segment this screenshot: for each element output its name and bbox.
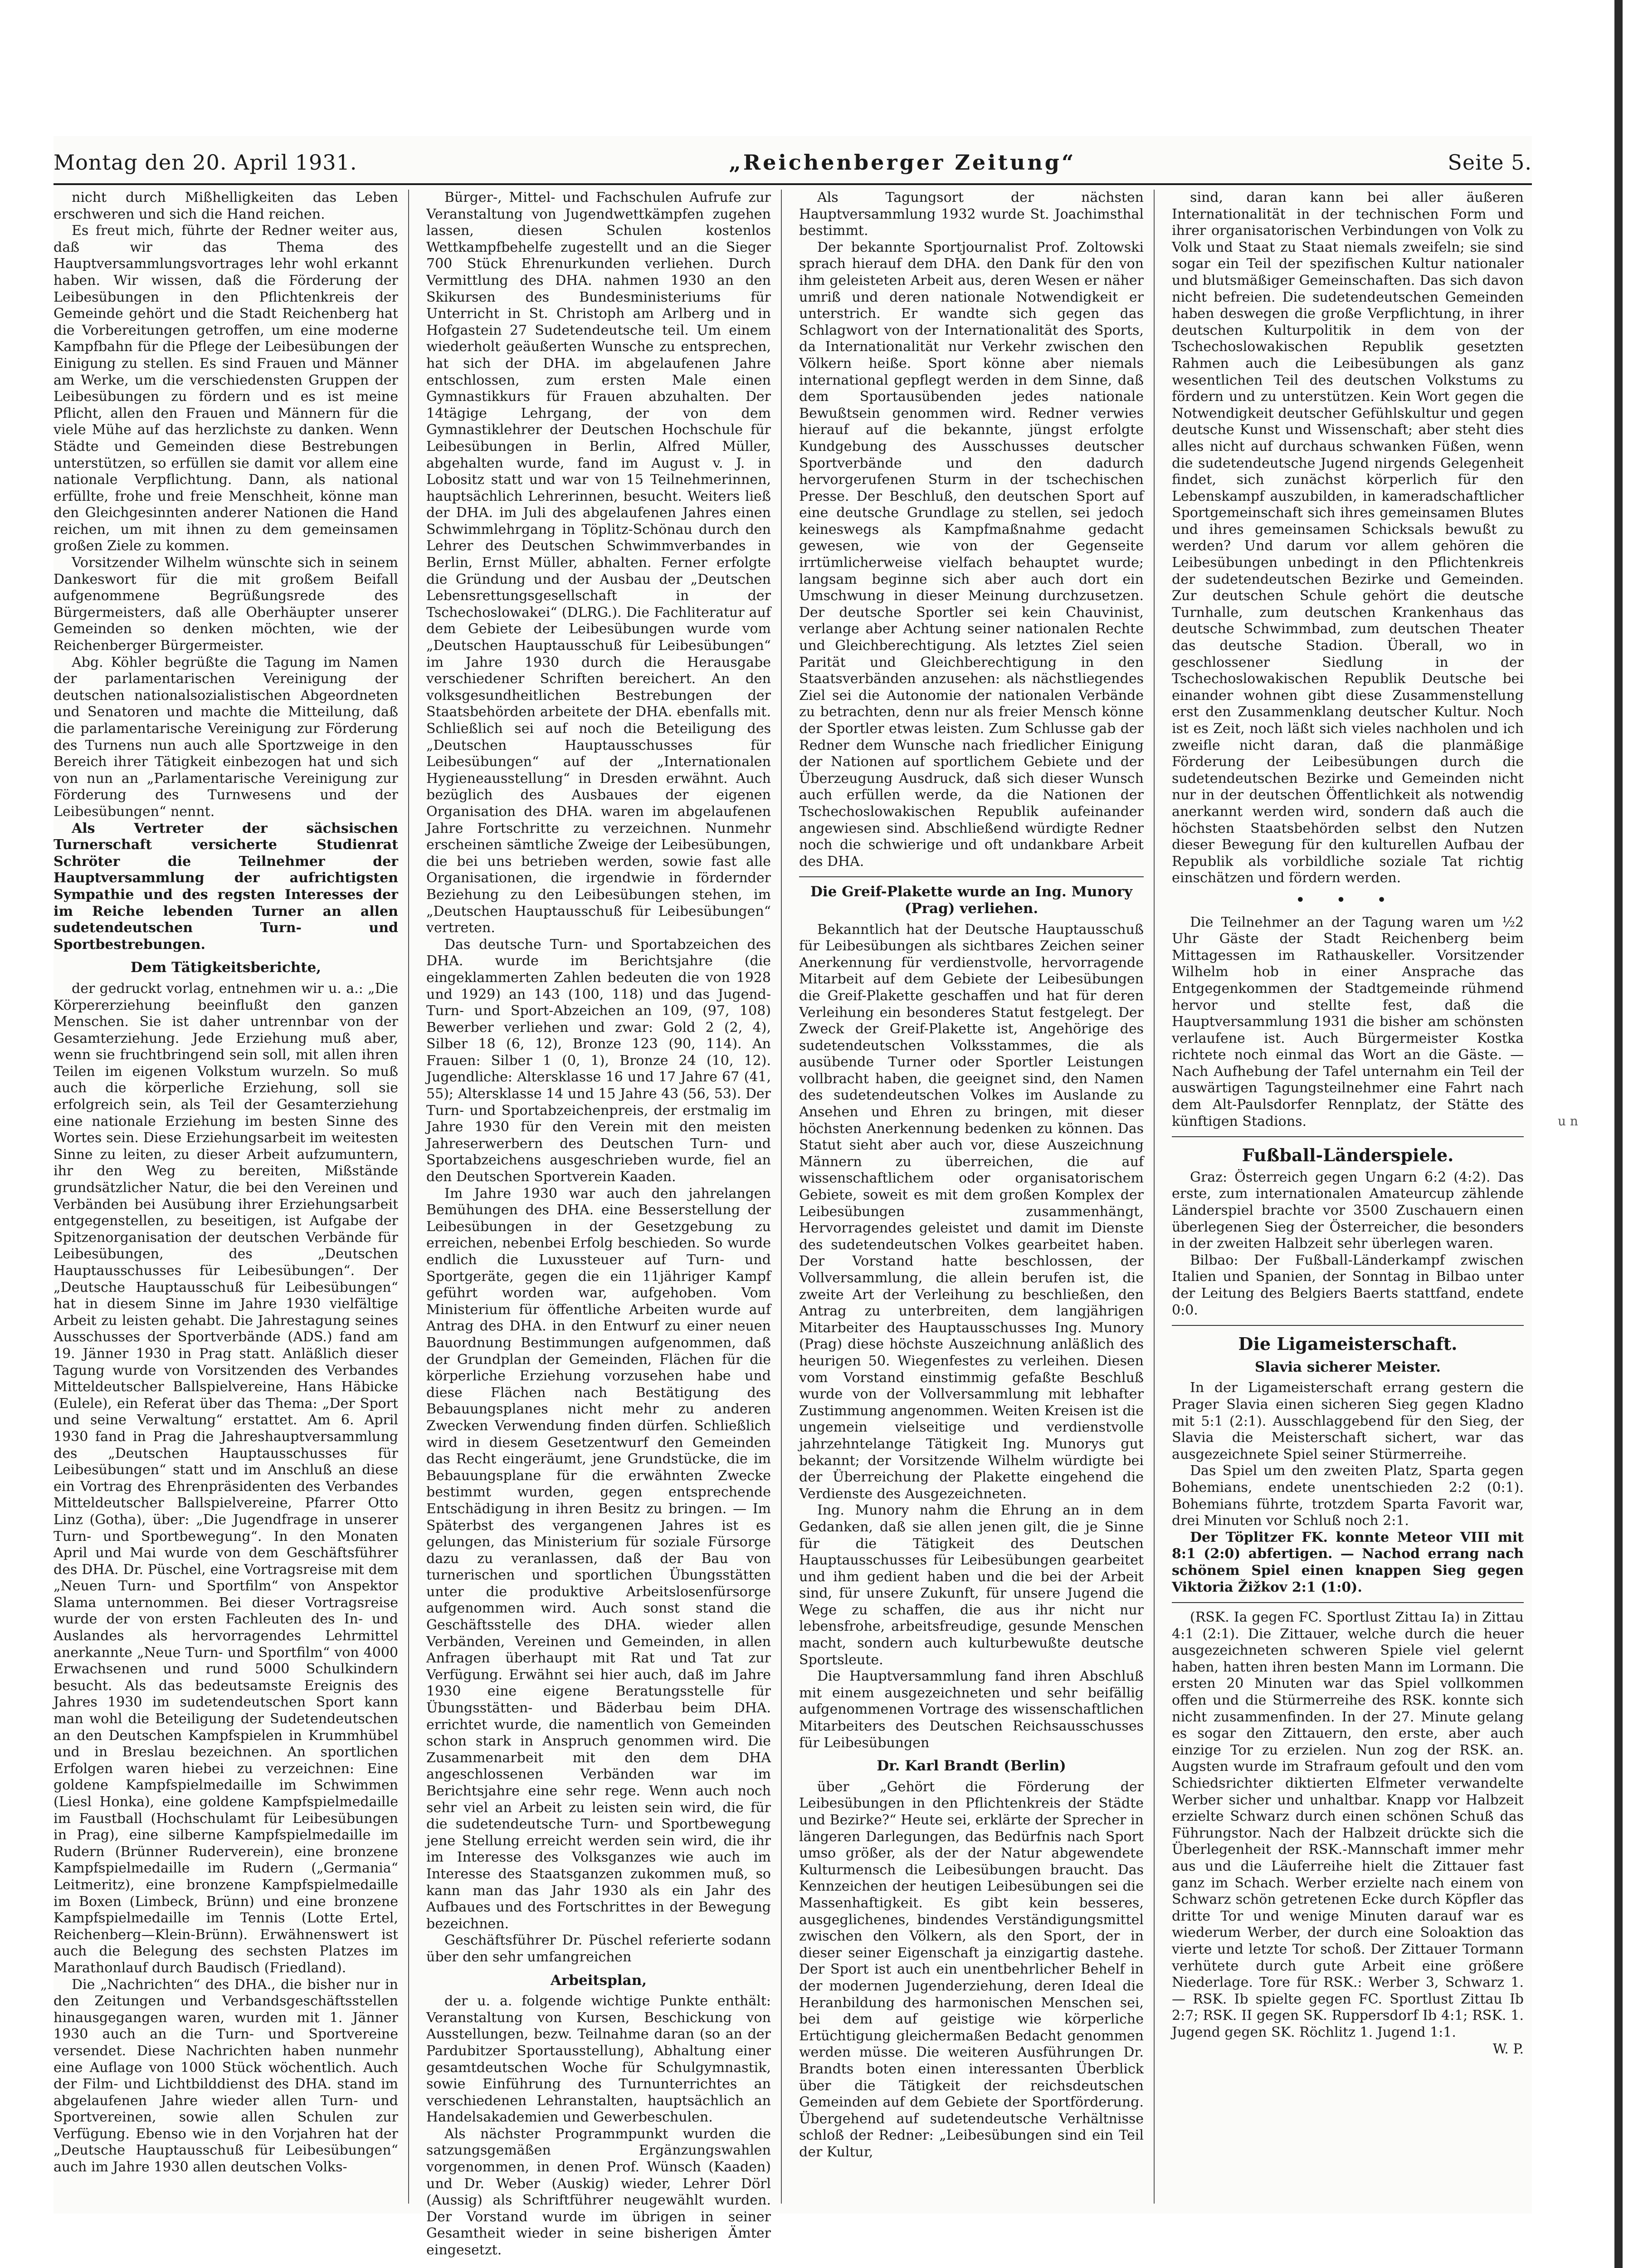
paragraph: (RSK. Ia gegen FC. Sportlust Zittau Ia) in Zittau 4:1 (2:1). Die Zittauer, welche durch die heuer ausgezeichneten schweren Spiele viel gelernt haben, hatten ihren besten Mann im Lormann. Die ersten 20 Minuten war das Spiel vollkommen offen und die Stürmerreihe des RSK. konnte sich nicht zusammenfinden. In der 27. Minute gelang es sogar den Zittauern, den erste, aber auch einzige Tor zu erzielen. Nun zog der RSK. an. Augsten wurde im Strafraum gefoult und den vom Schiedsrichter diktierten Elfmeter verwandelte Werber sicher und unhaltbar. Knapp vor Halbzeit erzielte Schwarz durch einen schönen Schuß das Führungstor. Nach der Halbzeit drückte sich die Überlegenheit der RSK.-Mannschaft immer mehr aus und die Läuferreihe hielt die Zittauer fast ganz im Schach. Werber erzielte nach einem von Schwarz schön getretenen Ecke durch Köpfler das dritte Tor und wenige Minuten darauf war es wiederum Werber, der durch eine Solоaktion das vierte und letzte Tor schoß. Der Zittauer Tormann verhütete durch gute Arbeit eine größere Niederlage. Tore für RSK.: Werber 3, Schwarz 1. — RSK. Ib spielte gegen FC. Sportlust Zittau Ib 2:7; RSK. II gegen SK. Ruppersdorf Ib 4:1; RSK. 1. Jugend gegen SK. Röchlitz 1. Jugend 1:1.: [1172, 1609, 1524, 2040]
paragraph: Das deutsche Turn- und Sportabzeichen des DHA. wurde im Berichtsjahre (die eingeklammerten Zahlen bedeuten die von 1928 und 1929) an 143 (100, 118) und das Jugend-Turn- und Sport-Abzeichen an 109, (97, 108) Bewerber verliehen und zwar: Gold 2 (2, 4), Silber 18 (6, 12), Bronze 123 (90, 114). An Frauen: Silber 1 (0, 1), Bronze 24 (10, 12). Jugendliche: Altersklasse 16 und 17 Jahre 67 (41, 55); Altersklasse 14 und 15 Jahre 43 (56, 53). Der Turn- und Sportabzeichenpreis, der erstmalig im Jahre 1930 für den Verein mit den meisten Jahreserwerbern des Deutschen Turn- und Sportabzeichens ausgeschrieben wurde, fiel an den Deutschen Sportverein Kaaden.: [426, 936, 771, 1185]
section-heading: Fußball-Länderspiele.: [1242, 1145, 1454, 1166]
section-heading: Dr. Karl Brandt (Berlin): [877, 1758, 1066, 1774]
paragraph: Im Jahre 1930 war auch den jahrelangen Bemühungen des DHA. eine Besserstellung der Leibesübungen in der Gesetzgebung zu erreichen, nebenbei Erfolg beschieden. So wurde endlich die Luxussteuer auf Turn- und Sportgeräte, gegen die ein 11jähriger Kampf geführt worden war, aufgehoben. Vom Ministerium für öffentliche Arbeiten wurde auf Antrag des DHA. in den Entwurf zu einer neuen Bauordnung Bestimmungen aufgenommen, daß der Grundplan der Gemeinden, Flächen für die körperliche Erziehung vorzusehen habe und diese Flächen nach Bestätigung des Bebauungsplanes nicht mehr zu anderen Zwecken Verwendung finden dürfen. Schließlich wird in diesem Gesetzentwurf den Gemeinden das Recht eingeräumt, jene Grundstücke, die im Bebauungsplane für die erwähnten Zwecke bestimmt wurden, gegen entsprechende Entschädigung in ihren Besitz zu bringen. — Im Späterbst des vergangenen Jahres ist es gelungen, das Ministerium für soziale Fürsorge dazu zu veranlassen, daß der Bau von turnerischen und sportlichen Übungsstätten unter die produktive Arbeitslosenfürsorge aufgenommen wird. Auch sonst stand die Geschäftsstelle des DHA. wieder allen Verbänden, Vereinen und Gemeinden, in allen Anfragen überhaupt mit Rat und Tat zur Verfügung. Erwähnt sei hier auch, daß im Jahre 1930 eine eigene Beratungsstelle für Übungsstätten- und Bäderbau beim DHA. errichtet wurde, die namentlich von Gemeinden schon stark in Anspruch genommen wird. Die Zusammenarbeit mit den dem DHA angeschlossenen Verbänden war im Berichtsjahre eine sehr rege. Wenn auch noch sehr viel an Arbeit zu leisten sein wird, die für die sudetendeutsche Turn- und Sportbewegung jene Stellung erreicht werden sein wird, die ihr im Interesse des Volksganzes wie auch im Interesse des Staatsganzen zukommen muß, so kann man das Jahr 1930 als ein Jahr des Aufbaues und des Fortschrittes in der Bewegung bezeichnen.: [426, 1185, 771, 1932]
paragraph: Geschäftsführer Dr. Püschel referierte sodann über den sehr umfangreichen: [426, 1932, 771, 1965]
paragraph: Der bekannte Sportjournalist Prof. Zoltowski sprach hierauf dem DHA. den Dank für den von ihm geleisteten Arbeit aus, deren Wesen er näher umriß und deren nationale Notwendigkeit er unterstrich. Er wandte sich gegen das Schlagwort von der Internationalität des Sports, da Internationalität nur Verkehr zwischen den Völkern heiße. Sport könne aber niemals international gepflegt werden in dem Sinne, daß dem Sportausübenden jedes nationale Bewußtsein genommen wird. Redner verwies hierauf auf die bekannte, jüngst erfolgte Kundgebung des Ausschusses deutscher Sportverbände und den dadurch hervorgerufenen Sturm in der tschechischen Presse. Der Beschluß, den deutschen Sport auf eine deutsche Grundlage zu stellen, sei jedoch keineswegs als Kampfmaßnahme gedacht gewesen, wie von der Gegenseite irrtümlicherweise vielfach behauptet wurde; langsam beginne sich aber auch dort ein Umschwung in dieser Meinung durchzusetzen. Der deutsche Sportler sei kein Chauvinist, verlange aber Achtung seiner nationalen Rechte und Gleichberechtigung. Als letztes Ziel seien Parität und Gleichberechtigung in den Staatsverbänden anzusehen: als nächstliegendes Ziel sei die Autonomie der nationalen Verbände zu betrachten, denn nur als freier Mensch könne der Sportler etwas leisten. Zum Schlusse gab der Redner dem Wunsche nach friedlicher Einigung der Nationen auf sportlichem Gebiete und der Überzeugung Ausdruck, daß sich dieser Wunsch auch erfüllen werde, da die Nationen der Tschechoslowakischen Republik aufeinander angewiesen sind. Abschließend würdigte Redner noch die schwierige und oft undankbare Arbeit des DHA.: [799, 239, 1144, 870]
paragraph: über „Gehört die Förderung der Leibesübungen in den Pflichtenkreis der Städte und Bezirke?“ Heute sei, erklärte der Sprecher in längeren Darlegungen, das Bedürfnis nach Sport umso größer, als der der Natur abgewendete Kulturmensch die Leibesübungen braucht. Das Kennzeichen der heutigen Leibesübungen sei die Massenhaftigkeit. Es gibt kein besseres, ausgeglichenes, bindendes Verständigungsmittel zwischen den Völkern, als den Sport, der in dieser seiner Eigenschaft ja einzigartig dastehe. Der Sport ist auch ein unentbehrlicher Behelf in der modernen Jugenderziehung, deren Ideal die Heranbildung des harmonischen Menschen sei, bei dem auf geistige wie körperliche Ertüchtigung gleichermaßen Bedacht genommen werden müsse. Die weiteren Ausführungen Dr. Brandts boten einen interessanten Überblick über die Tätigkeit der reichsdeutschen Gemeinden auf dem Gebiete der Sportförderung. Übergehend auf sudetendeutsche Verhältnisse schloß der Redner: „Leibesübungen sind ein Teil der Kultur,: [799, 1779, 1144, 2160]
section-heading: Die Greif-Plakette wurde an Ing. Munory (Prag) verliehen.: [810, 884, 1132, 917]
paragraph: Bekanntlich hat der Deutsche Hauptausschuß für Leibesübungen als sichtbares Zeichen seiner Anerkennung für verdienstvolle, hervorragende Mitarbeit auf dem Gebiete der Leibesübungen die Greif-Plakette geschaffen und hat für deren Verleihung ein besonderes Statut festgelegt. Der Zweck der Greif-Plakette ist, Angehörige des sudetendeutschen Volksstammes, die als ausübende Turner oder Sportler Leistungen vollbracht haben, die geeignet sind, den Namen des sudetendeutschen Volkes im Auslande zu Ansehen und Ehren zu bringen, mit dieser höchsten Anerkennung bedenken zu können. Das Statut sieht aber auch vor, diese Auszeichnung Männern zu überreichen, die auf wissenschaftlichem oder organisatorischem Gebiete, soweit es mit dem großen Komplex der Leibesübungen zusammenhängt, Hervorragendes geleistet und damit im Dienste des sudetendeutschen Volkes gearbeitet haben. Der Vorstand hatte beschlossen, der Vollversammlung, die allein berufen ist, die zweite Art der Verleihung zu beschließen, den Antrag zu unterbreiten, dem langjährigen Mitarbeiter des Hauptausschusses Ing. Munory (Prag) diese höchste Auszeichnung anläßlich des heurigen 50. Wiegenfestes zu verleihen. Diesen vom Vorstand einstimmig gefaßte Beschluß wurde von der Vollversammlung mit lebhafter Zustimmung angenommen. Weiten Kreisen ist die ungemein vielseitige und verdienstvolle jahrzehntelange Tätigkeit Ing. Munorys gut bekannt; der Vorsitzende Wilhelm würdigte bei der Überreichung der Plakette eingehend die Verdienste des Ausgezeichneten.: [799, 921, 1144, 1502]
sub-heading: Slavia sicherer Meister.: [1254, 1359, 1441, 1375]
paragraph: Abg. Köhler begrüßte die Tagung im Namen der parlamentarischen Vereinigung der deutschen nationalsozialistischen Abgeordneten und Senatoren und machte die Mitteilung, daß die parlamentarische Vereinigung zur Förderung des Turnens nun auch alle Sportzweige in den Bereich ihrer Tätigkeit einbezogen hat und sich von nun an „Parlamentarische Vereinigung zur Förderung des Turnwesens und der Leibesübungen“ nennt.: [54, 654, 398, 820]
paragraph: In der Ligameisterschaft errang gestern die Prager Slavia einen sicheren Sieg gegen Kladno mit 5:1 (2:1). Ausschlaggebend für den Sieg, der Slavia die Meisterschaft sichert, war das ausgezeichnete Spiel seiner Stürmerreihe.: [1172, 1380, 1524, 1462]
paragraph: Bilbao: Der Fußball-Länderkampf zwischen Italien und Spanien, der Sonntag in Bilbao unter der Leitung des Belgiers Baerts stattfand, endete 0:0.: [1172, 1252, 1524, 1318]
newspaper-title: „Reichenberger Zeitung“: [729, 150, 1076, 175]
page-header: [54, 144, 1532, 181]
column-3: [799, 190, 1144, 2213]
page-number: Seite 5.: [1448, 150, 1532, 175]
paragraph: Der Töplitzer FK. konnte Meteor VIII mit 8:1 (2:0) abfertigen. — Nachod errang nach schönem Spiel einen knappen Sieg gegen Viktoria Žižkov 2:1 (1:0).: [1172, 1529, 1524, 1595]
section-rule: [1172, 1325, 1524, 1326]
author-signature: W. P.: [1492, 2041, 1524, 2057]
paragraph: der u. a. folgende wichtige Punkte enthält: Veranstaltung von Kursen, Beschickung von Ausstellungen, bezw. Teilnahme daran (so an der Pardubitzer Sportausstellung), Abhaltung einer gesamtdeutschen Woche für Schulgymnastik, sowie Einführung des Turnunterrichtes an verschiedenen Lehranstalten, hauptsächlich an Handelsakademien und Gewerbeschulen.: [426, 1993, 771, 2126]
column-divider: [781, 190, 782, 2204]
paragraph: Es freut mich, führte der Redner weiter aus, daß wir das Thema des Hauptversammlungsvortrages lehr wohl erkannt haben. Wir wissen, daß die Förderung der Leibesübungen in den Pflichtenkreis der Gemeinde gehört und die Stadt Reichenberg hat die Vorbereitungen getroffen, um eine moderne Kampfbahn für die Pflege der Leibesübungen der Einigung zu stellen. Es sind Frauen und Männer am Werke, um die verschiedensten Gruppen der Leibesübungen zu fördern und es ist meine Pflicht, allen den Frauen und Männern für die viele Mühe auf das herzlichste zu danken. Wenn Städte und Gemeinden diese Bestrebungen unterstützen, so erfüllen sie damit vor allem eine nationale Verpflichtung. Dann, als national erfüllte, frohe und freie Menschheit, könne man den Gleichgesinnten anderer Nationen die Hand reichen, um mit ihnen zu dem gemeinsamen großen Ziele zu kommen.: [54, 223, 398, 554]
column-divider: [408, 190, 409, 2204]
section-heading: Die Ligameisterschaft.: [1238, 1334, 1458, 1354]
section-heading: Arbeitsplan,: [550, 1972, 647, 1989]
page-edge-border: [1614, 0, 1623, 2268]
column-divider: [1154, 190, 1155, 2204]
paragraph: Graz: Österreich gegen Ungarn 6:2 (4:2). Das erste, zum internationalen Amateurcup zählende Länderspiel brachte vor 3500 Zuschauern einen überlegenen Sieg der Österreicher, die besonders in der zweiten Halbzeit sehr überlegen waren.: [1172, 1169, 1524, 1252]
column-2: [426, 190, 771, 2258]
section-heading: Dem Tätigkeitsberichte,: [130, 959, 322, 976]
paragraph: der gedruckt vorlag, entnehmen wir u. a.: „Die Körpererziehung beeinflußt den ganzen Menschen. Sie ist daher untrennbar von der Gesamterziehung. Jede Erziehung muß aber, wenn sie fruchtbringend sein soll, mit allen ihren Teilen im eigenen Volkstum wurzeln. So muß auch die körperliche Erziehung, soll sie erfolgreich sein, als Teil der Gesamterziehung eine nationale Erziehung im besten Sinne des Wortes sein. Diese Erziehungsarbeit im weitesten Sinne zu leiten, zu dieser Arbeit aufzumuntern, ihr den Weg zu bereiten, Mißstände grundsätzlicher Natur, die bei den Vereinen und Verbänden bei Ausübung ihrer Erziehungsarbeit entgegenstellen, zu beseitigen, ist Aufgabe der Spitzenorganisation der deutschen Verbände für Leibesübungen, des „Deutschen Hauptausschusses für Leibesübungen“. Der „Deutsche Hauptausschuß für Leibesübungen“ hat in diesem Sinne im Jahre 1930 vielfältige Arbeit zu leisten gehabt. Die Jahrestagung seines Ausschusses der Sportverbände (ADS.) fand am 19. Jänner 1930 in Prag statt. Anläßlich dieser Tagung wurde von Vorsitzenden des Verbandes Mitteldeutscher Ballspielvereine, Hans Häbicke (Eulele), ein Referat über das Thema: „Der Sport und seine Verwaltung“ erstattet. Am 6. April 1930 fand in Prag die Jahreshauptversammlung des „Deutschen Hauptausschusses für Leibesübungen“ statt und im Anschluß an diese ein Vortrag des Ehrenpräsidenten des Verbandes Mitteldeutscher Ballspielvereine, Pfarrer Otto Linz (Gotha), über: „Die Jugendfrage in unserer Turn- und Sportbewegung“. In den Monaten April und Mai wurde von dem Geschäftsführer des DHA. Dr. Püschel, eine Vortragsreise mit dem „Neuen Turn- und Sportfilm“ von Anspektor Slama unternommen. Bei dieser Vortragsreise wurde der von ersten Fachleuten des In- und Auslandes als hervorragendes Lehrmittel anerkannte „Neue Turn- und Sportfilm“ von 4000 Erwachsenen und rund 5000 Schulkindern besucht. Als das bedeutsamste Ereignis des Jahres 1930 im sudetendeutschen Sport kann man wohl die Beteiligung der Sudetendeutschen an den Deutschen Kampfspielen in Krummhübel und in Breslau bezeichnen. An sportlichen Erfolgen waren hiebei zu verzeichnen: Eine goldene Kampfspielmedaille im Schwimmen (Liesl Honka), eine goldene Kampfspielmedaille im Faustball (Hochschulamt für Leibesübungen in Prag), eine silberne Kampfspielmedaille im Rudern (Brünner Ruderverein), eine bronzene Kampfspielmedaille im Rudern („Germania“ Leitmeritz), eine bronzene Kampfspielmedaille im Boxen (Limbeck, Brünn) und eine bronzene Kampfspielmedaille im Tennis (Lotte Ertel, Reichenberg—Klein-Brünn). Erwähnenswert ist auch die Belegung des sechsten Platzes im Marathonlauf durch Baudisch (Friedland).: [54, 980, 398, 1976]
header-date: Montag den 20. April 1931.: [54, 150, 357, 175]
paragraph: Das Spiel um den zweiten Platz, Sparta gegen Bohemians, endete unentschieden 2:2 (0:1). Bohemians führte, trotzdem Sparta Favorit war, drei Minuten vor Schluß noch 2:1.: [1172, 1463, 1524, 1529]
paragraph: Als nächster Programmpunkt wurden die satzungsgemäßen Ergänzungswahlen vorgenommen, in denen Prof. Wünsch (Kaaden) und Dr. Weber (Auskig) wieder, Lehrer Dörl (Aussig) als Schriftführer neugewählt wurden. Der Vorstand wurde im übrigen in seiner Gesamtheit wieder in seine bisherigen Ämter eingesetzt.: [426, 2126, 771, 2258]
separator-stars: • • •: [1296, 892, 1400, 908]
paragraph: Bürger-, Mittel- und Fachschulen Aufrufe zur Veranstaltung von Jugendwettkämpfen zugehen lassen, diesen Schulen kostenlos Wettkampfbehelfe zugestellt und an die Sieger 700 Stück Ehrenurkunden verliehen. Durch Vermittlung des DHA. nahmen 1930 an den Skikursen des Bundesministeriums für Unterricht in St. Christoph am Arlberg und in Hofgastein 27 Sudetendeutsche teil. Um einem wiederholt geäußerten Wunsche zu entsprechen, hat sich der DHA. im abgelaufenen Jahre entschlossen, zum ersten Male einen Gymnastikkurs für Frauen abzuhalten. Der 14tägige Lehrgang, der von dem Gymnastiklehrer der Deutschen Hochschule für Leibesübungen in Berlin, Alfred Müller, abgehalten wurde, fand im August v. J. in Lobositz statt und war von 15 Teilnehmerinnen, hauptsächlich Lehrerinnen, besucht. Weiters ließ der DHA. im Juli des abgelaufenen Jahres einen Schwimmlehrgang in Töplitz-Schönau durch den Lehrer des Deutschen Schwimmverbandes in Berlin, Ernst Müller, abhalten. Ferner erfolgte die Gründung und der Ausbau der „Deutschen Lebensrettungsgesellschaft in der Tschechoslowakei“ (DLRG.). Die Fachliteratur auf dem Gebiete der Leibesübungen wurde vom „Deutschen Hauptausschuß für Leibesübungen“ im Jahre 1930 durch die Herausgabe verschiedener Schriften bereichert. An den volksgesundheitlichen Bestrebungen der Staatsbehörden arbeitete der DHA. ebenfalls mit. Schließlich sei auf noch die Beteiligung des „Deutschen Hauptausschusses für Leibesübungen“ auf der „Internationalen Hygieneausstellung“ in Dresden erwähnt. Auch bezüglich des Ausbaues der eigenen Organisation des DHA. waren im abgelaufenen Jahre Fortschritte zu verzeichnen. Nunmehr erscheinen sämtliche Zweige der Leibesübungen, die bei uns betrieben werden, sowie fast alle Organisationen, die irgendwie in fördernder Beziehung zu den Leibesübungen stehen, im „Deutschen Hauptausschuß für Leibesübungen“ vertreten.: [426, 190, 771, 936]
paragraph: Die Hauptversammlung fand ihren Abschluß mit einem ausgezeichneten und sehr beifällig aufgenommenen Vortrage des wissenschaftlichen Mitarbeiters des Deutschen Reichsausschusses für Leibesübungen: [799, 1668, 1144, 1751]
paragraph: Vorsitzender Wilhelm wünschte sich in seinem Dankeswort für die mit großem Beifall aufgenommene Begrüßungsrede des Bürgermeisters, daß alle Oberhäupter unserer Gemeinden so denken möchten, wie der Reichenberger Bürgermeister.: [54, 555, 398, 654]
column-4: [1172, 190, 1524, 2213]
paragraph: Die „Nachrichten“ des DHA., die bisher nur in den Zeitungen und Verbandsgeschäftsstellen hinausgegangen waren, wurden mit 1. Jänner 1930 auch an die Turn- und Sportvereine versendet. Diese Nachrichten haben nunmehr eine Auflage von 1000 Stück wöchentlich. Auch der Film- und Lichtbilddienst des DHA. stand im abgelaufenen Jahre wieder allen Turn- und Sportvereinen, sowie allen Schulen zur Verfügung. Ebenso wie in den Vorjahren hat der „Deutsche Hauptausschuß für Leibesübungen“ auch im Jahre 1930 allen deutschen Volks-: [54, 1976, 398, 2175]
column-1: [54, 190, 398, 2213]
paragraph: Die Teilnehmer an der Tagung waren um ½2 Uhr Gäste der Stadt Reichenberg beim Mittagessen im Rathauskeller. Vorsitzender Wilhelm hob in einer Ansprache das Entgegenkommen der Stadtgemeinde rühmend hervor und stellte fest, daß die Hauptversammlung 1931 die bisher am schönsten verlaufene ist. Auch Bürgermeister Kostka richtete noch einmal das Wort an die Gäste. — Nach Aufhebung der Tafel unternahm ein Teil der auswärtigen Tagungsteilnehmer eine Fahrt nach dem Alt-Paulsdorfer Rennplatz, der Stätte des künftigen Stadions.: [1172, 914, 1524, 1129]
paragraph: Ing. Munory nahm die Ehrung an in dem Gedanken, daß sie allen jenen gilt, die je Sinne für die Tätigkeit des Deutschen Hauptausschusses für Leibesübungen gearbeitet und ihm gedient haben und die bei der Arbeit sind, für unsere Zukunft, für unsere Jugend die Wege zu schaffen, die aus ihr nicht nur lebensfrohe, arbeitsfreudige, gesunde Menschen macht, sondern auch kulturbewußte deutsche Sportsleute.: [799, 1502, 1144, 1668]
section-rule: [1172, 1136, 1524, 1137]
paragraph: Als Vertreter der sächsischen Turnerschaft versicherte Studienrat Schröter die Teilnehmer der Hauptversammlung der aufrichtigsten Sympathie und des regsten Interesses der im Reiche lebenden Turner an allen sudetendeutschen Turn- und Sportbestrebungen.: [54, 820, 398, 953]
paragraph: Als Tagungsort der nächsten Hauptversammlung 1932 wurde St. Joachimsthal bestimmt.: [799, 190, 1144, 239]
section-rule: [799, 876, 1144, 877]
header-rule: [54, 183, 1532, 185]
margin-note: u n: [1558, 1114, 1578, 1129]
paragraph: nicht durch Mißhelligkeiten das Leben erschweren und sich die Hand reichen.: [54, 190, 398, 222]
section-rule: [1172, 1602, 1524, 1603]
paragraph: sind, daran kann bei aller äußeren Internationalität in der technischen Form und ihrer organisatorischen Verbindungen von Volk zu Volk und Staat zu Staat niemals zweifeln; sie sind sogar ein Teil der spezifischen Kultur nationaler und blutsmäßiger Gemeinschaften. Das sich davon nicht befreien. Die sudetendeutschen Gemeinden haben deswegen die große Verpflichtung, in ihrer deutschen Kulturpolitik in dem von der Tschechoslowakischen Republik gesetzten Rahmen auch die Leibesübungen als ganz wesentlichen Teil des deutschen Volkstums zu fördern und zu unterstützen. Kein Wort gegen die Notwendigkeit deutscher Gefühlskultur und gegen deutsche Kunst und Wissenschaft; aber steht dies alles nicht auf durchaus schwanken Füßen, wenn die sudetendeutsche Jugend nirgends Gelegenheit findet, sich zunächst körperlich für den Lebenskampf auszubilden, in kameradschaftlicher Sportgemeinschaft sich ihres gemeinsamen Blutes und ihres gemeinsamen Schicksals bewußt zu werden? Und darum vor allem gehören die Leibesübungen unbedingt in den Pflichtenkreis der sudetendeutschen Bezirke und Gemeinden. Zur deutschen Schule gehört die deutsche Turnhalle, zum deutschen Krankenhaus das deutsche Schwimmbad, zum deutschen Theater das deutsche Stadion. Überall, wo in geschlossener Siedlung in der Tschechoslowakischen Republik Deutsche bei einander wohnen gibt diese Zusammenstellung erst den Zusammenklang deutscher Kultur. Noch ist es Zeit, noch läßt sich vieles nachholen und ich zweifle nicht daran, daß die planmäßige Förderung der Leibesübungen durch die sudetendeutschen Bezirke und Gemeinden nicht nur in der deutschen Öffentlichkeit als notwendig anerkannt werden wird, sondern daß auch die höchsten Staatsbehörden selbst den Nutzen dieser Bewegung für den kulturellen Aufbau der Republik als vorbildliche soziale Tat richtig einschätzen und fördern werden.: [1172, 190, 1524, 886]
